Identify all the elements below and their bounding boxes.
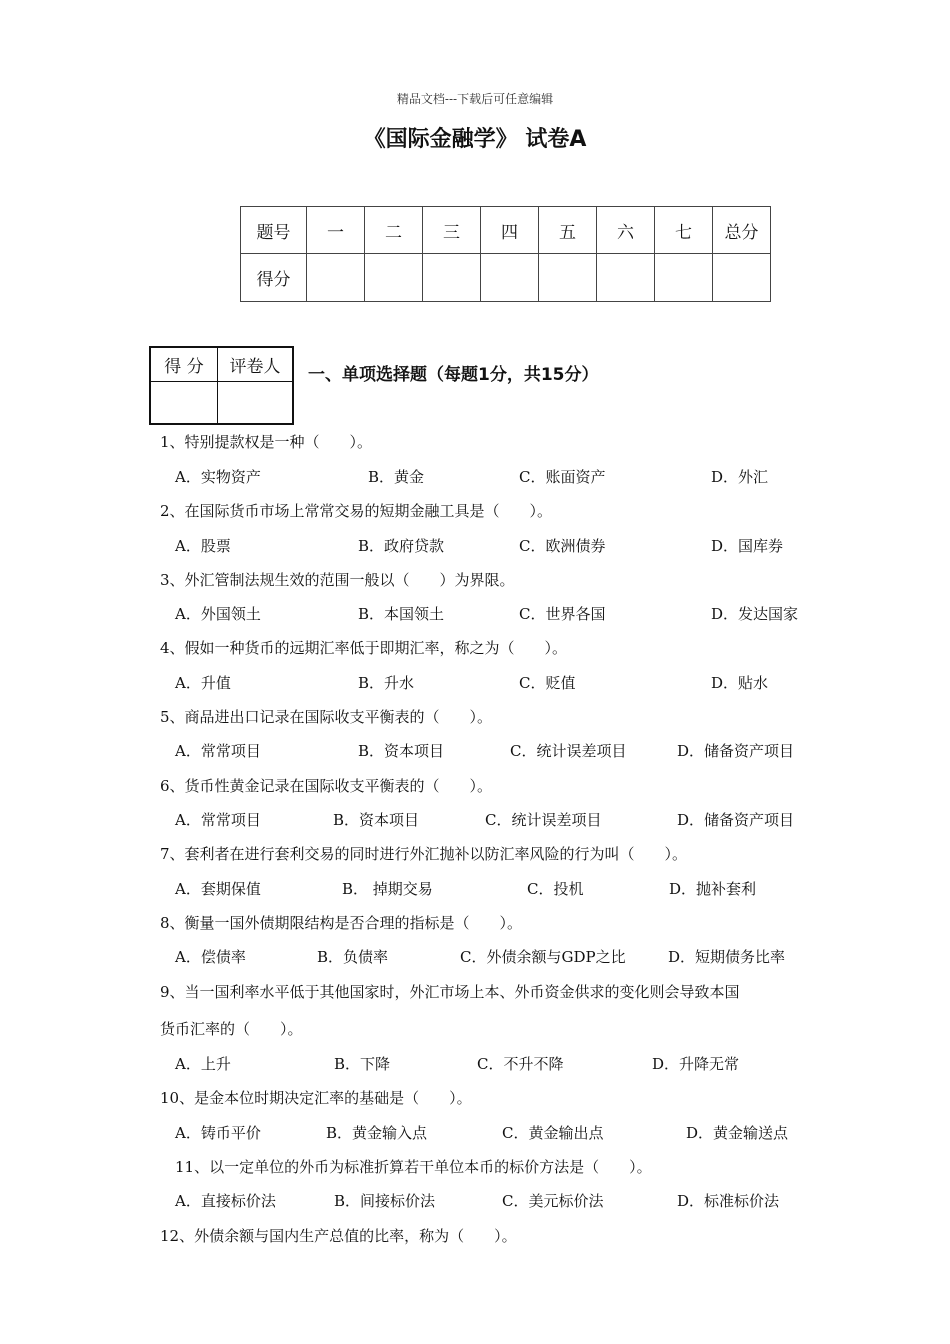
option-7d: D．抛补套利 (669, 880, 757, 898)
question-2: 2、在国际货币市场上常常交易的短期金融工具是（ ）。 (160, 502, 553, 520)
question-7: 7、套利者在进行套利交易的同时进行外汇抛补以防汇率风险的行为叫（ ）。 (160, 845, 688, 863)
option-3c: C．世界各国 (519, 605, 606, 623)
score-header-cell: 一 (307, 207, 365, 254)
option-4d: D．贴水 (711, 674, 769, 692)
option-2d: D．国库券 (711, 537, 784, 555)
score-table-score-row (241, 254, 771, 302)
score-table-header-row (241, 207, 771, 254)
grader-name-label: 评卷人 (218, 347, 294, 382)
question-1: 1、特别提款权是一种（ ）。 (160, 433, 373, 451)
option-10b: B．黄金输入点 (326, 1124, 428, 1142)
option-2a: A．股票 (175, 537, 231, 555)
score-table (240, 206, 771, 302)
option-3d: D．发达国家 (711, 605, 799, 623)
option-5d: D．储备资产项目 (677, 742, 795, 760)
option-6b: B．资本项目 (333, 811, 420, 829)
grader-score-label: 得 分 (150, 347, 218, 382)
score-header-cell: 七 (655, 207, 713, 254)
option-6d: D．储备资产项目 (677, 811, 795, 829)
option-10a: A．铸币平价 (175, 1124, 261, 1142)
option-10d: D．黄金输送点 (686, 1124, 789, 1142)
option-1d: D．外汇 (711, 468, 769, 486)
option-9b: B．下降 (334, 1055, 391, 1073)
option-6c: C．统计误差项目 (485, 811, 602, 829)
score-cell (655, 254, 713, 302)
option-9d: D．升降无常 (652, 1055, 740, 1073)
score-header-cell: 三 (423, 207, 481, 254)
option-8b: B．负债率 (317, 948, 389, 966)
score-cell (423, 254, 481, 302)
option-7b: B． 掉期交易 (342, 880, 433, 898)
exam-title: 《国际金融学》 试卷A (363, 127, 587, 152)
score-row-label: 得分 (241, 254, 307, 302)
question-12: 12、外债余额与国内生产总值的比率，称为（ ）。 (160, 1227, 517, 1245)
option-1a: A．实物资产 (175, 468, 261, 486)
option-10c: C．黄金输出点 (502, 1124, 604, 1142)
score-header-cell: 五 (539, 207, 597, 254)
score-header-cell: 题号 (241, 207, 307, 254)
option-6a: A．常常项目 (175, 811, 261, 829)
option-2c: C．欧洲债券 (519, 537, 606, 555)
score-cell (597, 254, 655, 302)
option-4b: B．升水 (358, 674, 415, 692)
option-7c: C．投机 (527, 880, 584, 898)
section-title: 一、单项选择题（每题1分，共15分） (308, 365, 599, 385)
option-7a: A．套期保值 (175, 880, 261, 898)
header-note: 精品文档---下载后可任意编辑 (396, 92, 554, 106)
question-6: 6、货币性黄金记录在国际收支平衡表的（ ）。 (160, 777, 493, 795)
question-11: 11、以一定单位的外币为标准折算若干单位本币的标价方法是（ ）。 (175, 1158, 652, 1176)
option-3b: B．本国领土 (358, 605, 445, 623)
score-cell (365, 254, 423, 302)
score-cell (481, 254, 539, 302)
option-11d: D．标准标价法 (677, 1192, 780, 1210)
score-header-cell: 总分 (713, 207, 771, 254)
question-3: 3、外汇管制法规生效的范围一般以（ ）为界限。 (160, 571, 515, 589)
grader-box (149, 346, 294, 425)
option-8c: C．外债余额与GDP之比 (460, 948, 626, 966)
option-5c: C．统计误差项目 (510, 742, 627, 760)
option-1c: C．账面资产 (519, 468, 606, 486)
option-1b: B．黄金 (368, 468, 425, 486)
score-header-cell: 二 (365, 207, 423, 254)
question-9-continued: 货币汇率的（ ）。 (160, 1020, 303, 1038)
question-5: 5、商品进出口记录在国际收支平衡表的（ ）。 (160, 708, 493, 726)
option-11b: B．间接标价法 (334, 1192, 436, 1210)
question-10: 10、是金本位时期决定汇率的基础是（ ）。 (160, 1089, 472, 1107)
score-header-cell: 六 (597, 207, 655, 254)
grader-score-cell (150, 382, 218, 425)
option-5b: B．资本项目 (358, 742, 445, 760)
score-header-cell: 四 (481, 207, 539, 254)
option-9c: C．不升不降 (477, 1055, 564, 1073)
question-8: 8、衡量一国外债期限结构是否合理的指标是（ ）。 (160, 914, 523, 932)
option-8d: D．短期债务比率 (668, 948, 786, 966)
question-9: 9、当一国利率水平低于其他国家时，外汇市场上本、外币资金供求的变化则会导致本国 (160, 983, 740, 1001)
option-2b: B．政府贷款 (358, 537, 445, 555)
option-8a: A．偿债率 (175, 948, 246, 966)
option-5a: A．常常项目 (175, 742, 261, 760)
score-cell (539, 254, 597, 302)
option-3a: A．外国领土 (175, 605, 261, 623)
score-cell (713, 254, 771, 302)
grader-name-cell (218, 382, 294, 425)
option-9a: A．上升 (175, 1055, 231, 1073)
option-11c: C．美元标价法 (502, 1192, 604, 1210)
option-4c: C．贬值 (519, 674, 576, 692)
question-4: 4、假如一种货币的远期汇率低于即期汇率，称之为（ ）。 (160, 639, 568, 657)
score-cell (307, 254, 365, 302)
option-11a: A．直接标价法 (175, 1192, 276, 1210)
option-4a: A．升值 (175, 674, 231, 692)
